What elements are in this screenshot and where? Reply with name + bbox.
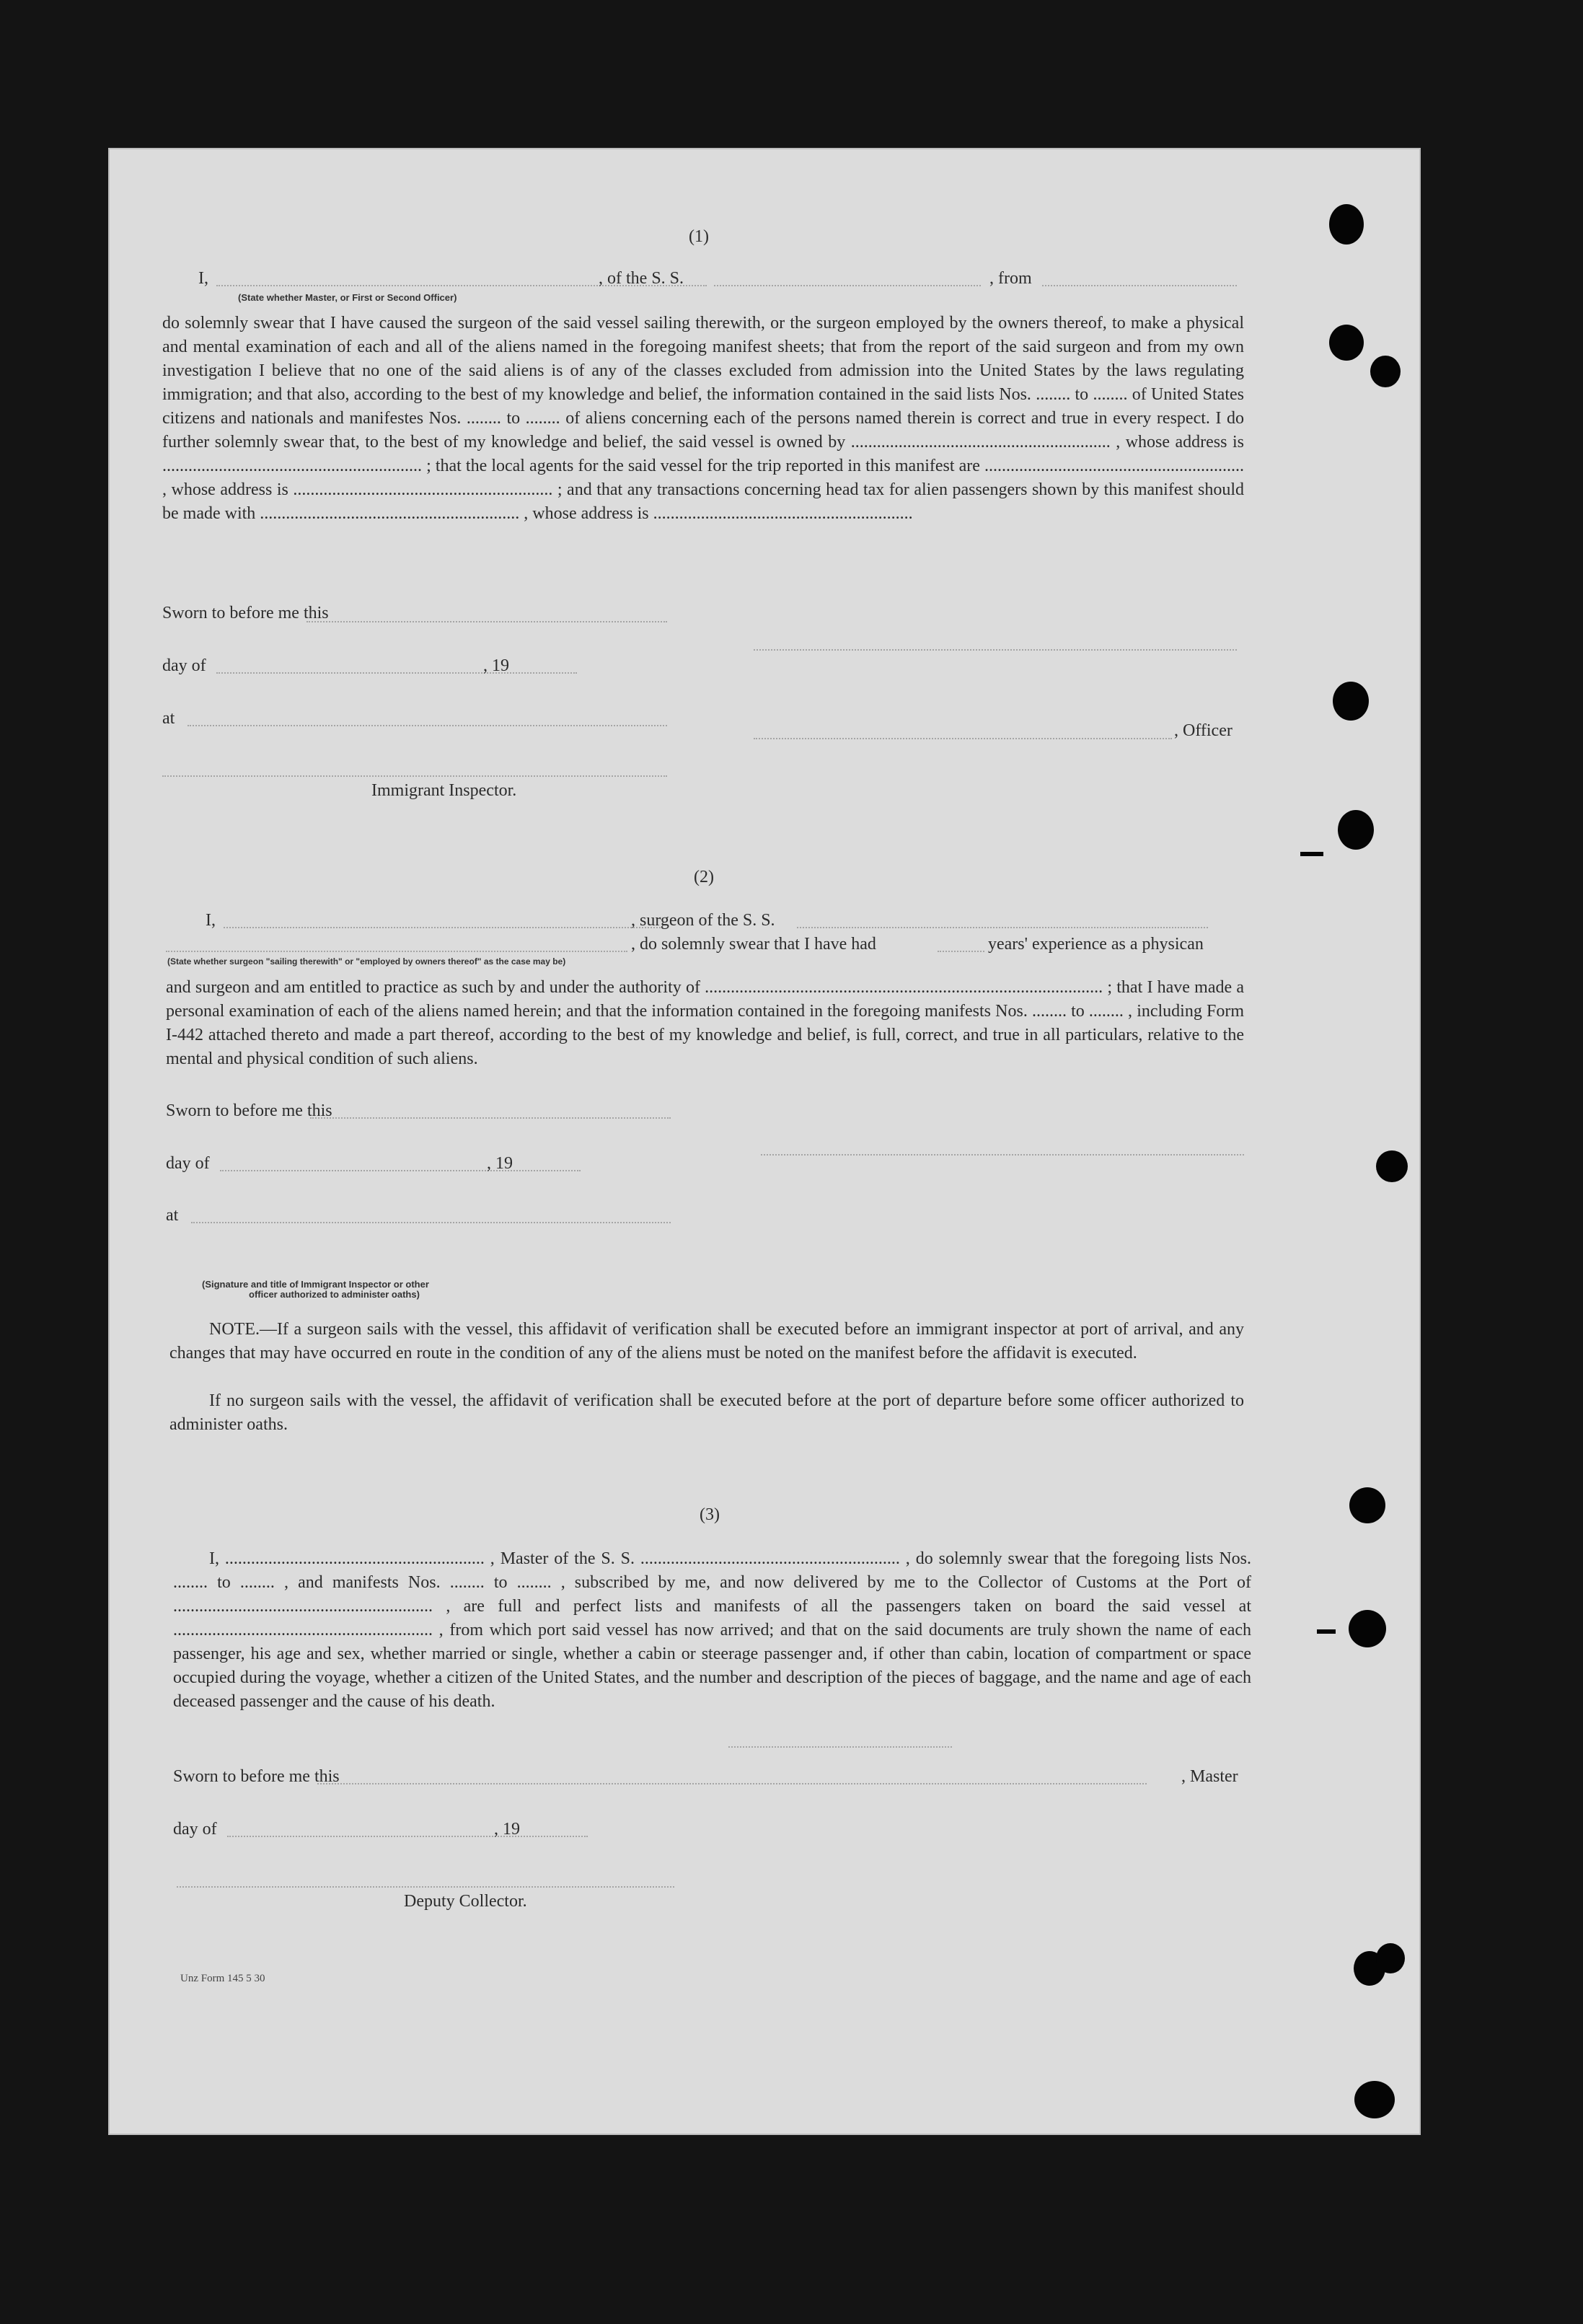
blank-sworn-3: [317, 1783, 1147, 1784]
punch-hole-7: [1349, 1487, 1385, 1523]
blank-vessel-name: [714, 285, 981, 286]
section-2-number: (2): [694, 868, 714, 886]
form-number: Unz Form 145 5 30: [180, 1973, 265, 1984]
blank-signature-1: [754, 649, 1237, 651]
section-3-deputy: Deputy Collector.: [404, 1892, 527, 1911]
blank-sworn-2: [310, 1117, 671, 1119]
punch-hole-11: [1354, 2081, 1395, 2118]
section-2-body: and surgeon and am entitled to practice as such by and under the authority of ............................................................................................ ; that I have made a personal examination of each of the aliens named herein; and that the information contained in the foregoing manifests Nos. ........ to ........ , including Form I-442 attached thereto and made a part thereof, according to the best of my knowledge and belief, is full, correct, and true in all particulars, relative to the mental and physical condition of such aliens.: [166, 978, 1244, 1068]
blank-surgeon-name: [224, 927, 663, 928]
section-1-day-of: day of: [162, 656, 206, 675]
section-3-sworn: Sworn to before me this: [173, 1767, 340, 1786]
blank-years: [938, 951, 984, 952]
section-2-sworn: Sworn to before me this: [166, 1101, 332, 1120]
section-2-caption: (State whether surgeon "sailing therewith" or "employed by owners thereof" as the case may be): [167, 956, 566, 967]
blank-inspector-signature: [162, 775, 667, 777]
punch-hole-2: [1329, 325, 1364, 361]
section-2-solemnly: , do solemnly swear that I have had: [631, 935, 876, 954]
section-1-header-i: I,: [198, 269, 208, 288]
section-1-caption: (State whether Master, or First or Second Officer): [238, 292, 457, 303]
section-2-years: years' experience as a physican: [988, 935, 1204, 954]
blank-officer-signature: [754, 738, 1172, 739]
section-1-number: (1): [689, 227, 709, 246]
signature-caption-1: (Signature and title of Immigrant Inspector or other: [202, 1279, 429, 1290]
punch-hole-8: [1349, 1610, 1386, 1647]
document-page: [108, 148, 1421, 2135]
blank-deputy-signature: [177, 1886, 674, 1888]
note-paragraph-2: If no surgeon sails with the vessel, the affidavit of verification shall be executed before at the port of departure before some officer authorized to administer oaths.: [169, 1391, 1244, 1434]
section-1-of-ss: , of the S. S.: [599, 269, 684, 288]
section-2-surgeon: , surgeon of the S. S.: [631, 911, 775, 930]
punch-hole-6: [1376, 1150, 1408, 1182]
section-3-day-of: day of: [173, 1820, 217, 1839]
section-1-nineteen: , 19: [483, 656, 509, 675]
blank-day-2: [220, 1170, 581, 1171]
section-3-number: (3): [700, 1505, 720, 1524]
punch-hole-5: [1338, 810, 1374, 850]
blank-day-1: [216, 672, 577, 674]
section-1-officer: , Officer: [1174, 721, 1233, 740]
punch-hole-4: [1333, 682, 1369, 721]
section-1-sworn: Sworn to before me this: [162, 604, 329, 622]
blank-at-2: [191, 1222, 671, 1223]
blank-surgeon-status: [166, 951, 627, 952]
punch-hole-3: [1370, 356, 1401, 387]
section-3-master: , Master: [1181, 1767, 1238, 1786]
blank-signature-2: [761, 1154, 1244, 1156]
punch-hole-1: [1329, 204, 1364, 245]
binder-mark-1: [1300, 852, 1323, 856]
section-1-at: at: [162, 709, 175, 728]
punch-hole-10: [1376, 1943, 1405, 1973]
blank-at-1: [188, 725, 667, 726]
section-1-from: , from: [989, 269, 1032, 288]
section-2-day-of: day of: [166, 1154, 210, 1173]
blank-sworn-1: [307, 621, 667, 622]
section-2-nineteen: , 19: [487, 1154, 513, 1173]
section-1-body: do solemnly swear that I have caused the surgeon of the said vessel sailing therewith, or the surgeon employed by the owners thereof, to make a physical and mental examination of each and all of the aliens named in the foregoing manifest sheets; that from the report of the said surgeon and from my own investigation I believe that no one of the said aliens is of any of the classes excluded from admission into the United States by the laws regulating immigration; and that also, according to the best of my knowledge and belief, the information contained in the said lists Nos. ........ to ........ of United States citizens and nationals and manifestes Nos. ........ to ........ of aliens concerning each of the persons named therein is correct and true in every respect. I do further solemnly swear that, to the best of my knowledge and belief, the said vessel is owned by ............................................................ , whose address is ............................................................ ; that the local agents for the said vessel for the trip reported in this manifest are ............................................................ , whose address is ............................................................ ; and that any transactions concerning head tax for alien passengers shown by this manifest should be made with ............................................................ , whose address is ............................................................: [162, 314, 1244, 523]
section-3-nineteen: , 19: [494, 1820, 520, 1839]
signature-caption-2: officer authorized to administer oaths): [249, 1289, 420, 1300]
note-paragraph-1: NOTE.—If a surgeon sails with the vessel, this affidavit of verification shall be executed before an immigrant inspector at port of arrival, and any changes that may have occurred en route in the condition of any of the aliens must be noted on the manifest before the affidavit is executed.: [169, 1320, 1244, 1363]
section-3-body: I, ............................................................ , Master of the S. S. ............................................................ , do solemnly swear that the foregoing lists Nos. ........ to ........ , and manifests Nos. ........ to ........ , subscribed by me, and now delivered by me to the Collector of Customs at the Port of ............................................................ , are full and perfect lists and manifests of all the passengers taken on board the said vessel at ............................................................ , from which port said vessel has now arrived; and that on the said documents are truly shown the name of each passenger, his age and sex, whether married or single, whether a cabin or steerage passenger and, if other than cabin, location of compartment or space occupied during the voyage, whether a citizen of the United States, and the number and description of the pieces of baggage, and the name and age of each deceased passenger and the cause of his death.: [173, 1549, 1251, 1711]
section-2-header-i: I,: [206, 911, 216, 930]
blank-day-3: [227, 1836, 588, 1837]
binder-mark-2: [1317, 1629, 1336, 1634]
blank-from-port: [1042, 285, 1237, 286]
section-1-inspector: Immigrant Inspector.: [371, 781, 517, 800]
blank-vessel-name-2: [797, 927, 1208, 928]
section-2-at: at: [166, 1206, 179, 1225]
blank-master-signature: [728, 1746, 952, 1748]
